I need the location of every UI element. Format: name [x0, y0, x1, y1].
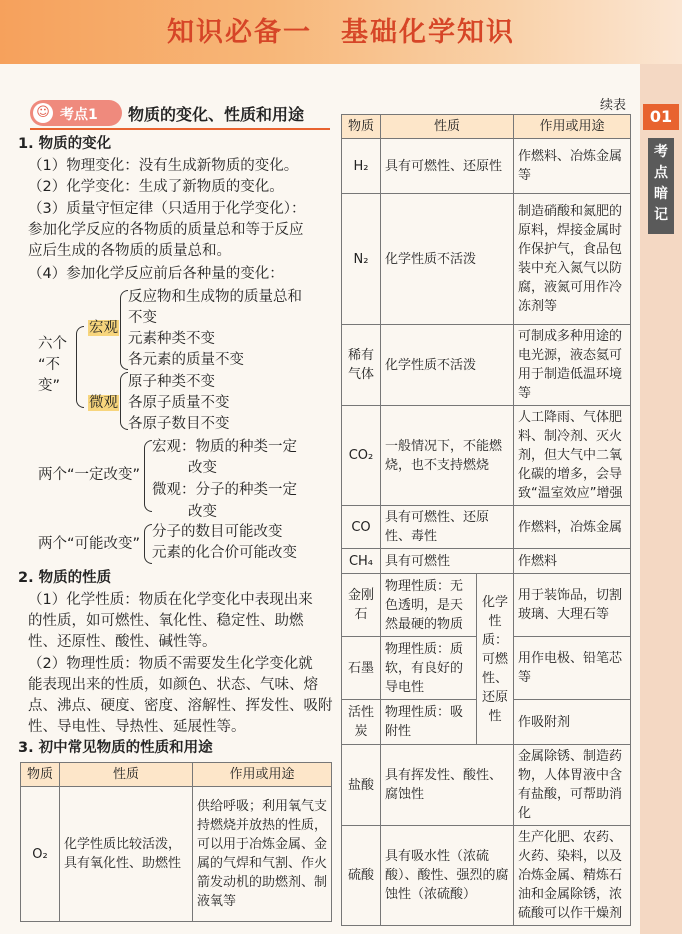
- brace-micro: [120, 372, 128, 430]
- row-physical-property: 物理性质：质软，有良好的导电性: [381, 637, 477, 700]
- s1-line3: （3）质量守恒定律（只适用于化学变化）：: [28, 201, 306, 217]
- section2-heading: 2. 物质的性质: [18, 570, 112, 586]
- header-cell-property: 性质: [381, 115, 514, 139]
- row-substance: CO: [342, 506, 381, 549]
- row-physical-property: 物理性质：吸附性: [381, 700, 477, 745]
- row-property: 具有可燃性: [381, 549, 514, 574]
- possible-change-label: 两个“可能改变”: [38, 536, 141, 552]
- row-property: 化学性质不活泼: [381, 325, 514, 406]
- row-use: 用作电极、铅笔芯等: [514, 637, 631, 700]
- six-label-3: 变”: [38, 378, 61, 394]
- micro-label-text: 微观: [89, 395, 118, 411]
- s1-line6: （4）参加化学反应前后各种量的变化：: [28, 266, 284, 282]
- chapter-label-text: 考点暗记: [654, 144, 668, 223]
- row-use: 作燃料、冶炼金属等: [514, 139, 631, 194]
- table-row: [342, 194, 631, 325]
- header-cell-property: 性质: [60, 763, 193, 787]
- s1-line1: （1）物理变化：没有生成新物质的变化。: [28, 158, 299, 174]
- header-cell-substance: 物质: [342, 115, 381, 139]
- table-row: [342, 745, 631, 826]
- chapter-number: 01: [643, 104, 679, 130]
- shared-chemical-property: 化学性质：可燃性、还原性: [477, 574, 514, 745]
- s2-line1: （1）化学性质：物质在化学变化中表现出来: [28, 592, 313, 608]
- row-property: 具有可燃性、还原性、毒性: [381, 506, 514, 549]
- row-property: 一般情况下，不能燃烧，也不支持燃烧: [381, 406, 514, 506]
- table-row: [342, 139, 631, 194]
- row-use: 供给呼吸；利用氧气支持燃烧并放热的性质，可以用于冶炼金属、金属的气焊和气割、作火箭发动机的助燃剂、制液氧等: [193, 787, 332, 922]
- definite-micro-1: 微观：分子的种类一定: [152, 482, 297, 498]
- row-substance: 盐酸: [342, 745, 381, 826]
- macro-label: [88, 318, 119, 339]
- row-substance: H₂: [342, 139, 381, 194]
- table-row: [342, 506, 631, 549]
- brace-definite: [144, 440, 152, 512]
- possible-item-1: 分子的数目可能改变: [152, 524, 283, 540]
- row-substance: O₂: [21, 787, 60, 922]
- micro-label: [88, 393, 119, 414]
- table-row: [342, 325, 631, 406]
- micro-item-2: 各原子质量不变: [128, 395, 230, 411]
- s2-line6: 点、沸点、硬度、密度、溶解性、挥发性、吸附: [28, 698, 333, 714]
- s2-line2: 的性质，如可燃性、氧化性、稳定性、助燃: [28, 613, 304, 629]
- table-header-row: [342, 115, 631, 139]
- row-property: 化学性质不活泼: [381, 194, 514, 325]
- header-cell-use: 作用或用途: [514, 115, 631, 139]
- row-physical-property: 物理性质：无色透明，是天然最硬的物质: [381, 574, 477, 637]
- left-properties-table: [20, 762, 332, 922]
- s2-line4: （2）物理性质：物质不需要发生化学变化就: [28, 656, 313, 672]
- s1-line2: （2）化学变化：生成了新物质的变化。: [28, 179, 284, 195]
- smile-icon: ☺: [33, 103, 53, 123]
- row-use: 可制成多种用途的电光源，液态氦可用于制造低温环境等: [514, 325, 631, 406]
- table-row: [342, 406, 631, 506]
- brace-macro: [120, 290, 128, 370]
- s2-line5: 能表现出来的性质，如颜色、状态、气味、熔: [28, 677, 318, 693]
- row-substance: CO₂: [342, 406, 381, 506]
- possible-item-2: 元素的化合价可能改变: [152, 545, 297, 561]
- header-cell-substance: 物质: [21, 763, 60, 787]
- row-property: 化学性质比较活泼，具有氧化性、助燃性: [60, 787, 193, 922]
- row-substance: 活性炭: [342, 700, 381, 745]
- table-row: [342, 549, 631, 574]
- row-use: 金属除锈、制造药物，人体胃液中含有盐酸，可帮助消化: [514, 745, 631, 826]
- definite-macro-1: 宏观：物质的种类一定: [152, 439, 297, 455]
- right-properties-table: [341, 114, 631, 926]
- s2-line7: 性、导电性、导热性、延展性等。: [28, 719, 246, 735]
- s1-line4: 参加化学反应的各物质的质量总和等于反应: [28, 222, 304, 238]
- row-substance: N₂: [342, 194, 381, 325]
- point-title: 物质的变化、性质和用途: [128, 105, 305, 124]
- row-substance: 石墨: [342, 637, 381, 700]
- row-property: 具有吸水性（浓硫酸）、酸性、强烈的腐蚀性（浓硫酸）: [381, 826, 514, 926]
- row-use: 制造硝酸和氮肥的原料，焊接金属时作保护气，食品包装中充入氮气以防腐，液氮可用作冷冻剂等: [514, 194, 631, 325]
- macro-label-text: 宏观: [89, 320, 118, 336]
- six-label-1: 六个: [38, 336, 67, 352]
- header-cell-use: 作用或用途: [193, 763, 332, 787]
- point-badge-label: 考点1: [60, 107, 98, 123]
- definite-micro-2: 改变: [188, 504, 217, 520]
- section1-heading: 1. 物质的变化: [18, 136, 112, 152]
- brace-possible: [144, 524, 152, 564]
- row-substance: 稀有气体: [342, 325, 381, 406]
- row-property: 具有可燃性、还原性: [381, 139, 514, 194]
- table-row: [21, 787, 332, 922]
- s2-line3: 性、还原性、酸性、碱性等。: [28, 634, 217, 650]
- macro-item-3: 各元素的质量不变: [128, 352, 244, 368]
- row-use: 生产化肥、农药、火药、染料，以及冶炼金属、精炼石油和金属除锈，浓硫酸可以作干燥剂: [514, 826, 631, 926]
- row-use: 作吸附剂: [514, 700, 631, 745]
- six-label-2: “不: [38, 357, 61, 373]
- row-substance: 金刚石: [342, 574, 381, 637]
- micro-item-3: 各原子数目不变: [128, 416, 230, 432]
- point-badge: [30, 100, 122, 126]
- macro-item-1a: 反应物和生成物的质量总和: [128, 289, 302, 305]
- title-underline: [30, 128, 330, 130]
- row-property: 具有挥发性、酸性、腐蚀性: [381, 745, 514, 826]
- macro-item-1b: 不变: [128, 310, 157, 326]
- row-use: 作燃料: [514, 549, 631, 574]
- brace-six: [76, 326, 84, 408]
- definite-macro-2: 改变: [188, 460, 217, 476]
- section3-heading: 3. 初中常见物质的性质和用途: [18, 740, 213, 756]
- page-title: 知识必备一 基础化学知识: [167, 17, 515, 48]
- row-substance: 硫酸: [342, 826, 381, 926]
- continued-label: 续表: [600, 98, 627, 113]
- s1-line5: 应后生成的各物质的质量总和。: [28, 243, 231, 259]
- row-use: 作燃料，冶炼金属: [514, 506, 631, 549]
- row-use: 人工降雨、气体肥料、制冷剂、灭火剂，但大气中二氧化碳的增多，会导致“温室效应”增强: [514, 406, 631, 506]
- row-substance: CH₄: [342, 549, 381, 574]
- row-use: 用于装饰品，切割玻璃、大理石等: [514, 574, 631, 637]
- macro-item-2: 元素种类不变: [128, 331, 215, 347]
- chapter-label: [648, 138, 674, 234]
- micro-item-1: 原子种类不变: [128, 374, 215, 390]
- table-header-row: [21, 763, 332, 787]
- table-row: [342, 826, 631, 926]
- table-row: [342, 574, 631, 637]
- definite-change-label: 两个“一定改变”: [38, 467, 141, 483]
